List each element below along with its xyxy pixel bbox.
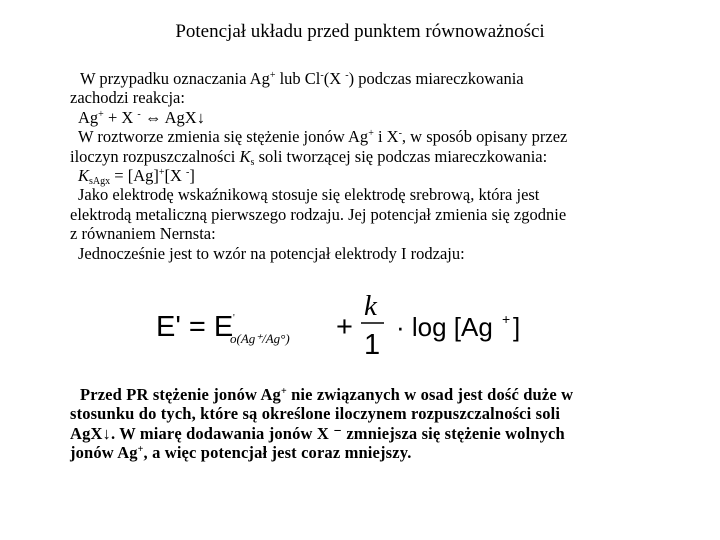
equilibrium-arrow-icon: ⇔ [140,107,165,127]
superscript-plus: + [269,70,276,81]
superscript-plus: + [368,128,374,140]
para4-line: Jednocześnie jest to wzór na potencjał elektrody I rodzaju: [78,243,465,263]
ks-subscript: s [250,156,255,168]
slide-title: Potencjał układu przed punktem równoważności [175,21,545,42]
intro-text: (X [323,69,346,88]
para2-text: i X [373,127,399,147]
slide-body [70,69,670,263]
superscript-minus: ⁻ [333,423,343,443]
reaction-text: Ag [78,107,99,127]
reaction-equation [70,108,670,127]
nernst-equation-svg [150,290,530,362]
para2-text: , w sposób opisany przez [401,127,568,147]
superscript-plus: + [158,167,165,179]
formula-plus: + [336,311,353,343]
para3-line-3: z równaniem Nernsta: [70,224,216,244]
superscript-plus: + [98,108,104,120]
superscript-minus: - [398,128,402,140]
formula-superscript: + [502,311,511,327]
conclusion-line-1 [70,385,670,404]
formula-close: ] [513,312,521,342]
formula-denominator: 1 [364,329,381,361]
ks-equation-text: = [Ag] [110,166,159,186]
superscript-minus: - [186,167,190,179]
ks-subscript: sAgx [89,176,111,188]
conclusion-line-3 [70,424,670,443]
para2-line-2 [70,147,670,166]
conclusion-text: jonów Ag [70,443,138,463]
ks-symbol: K [239,146,251,166]
ks-equation-text: ] [189,166,195,186]
precipitate-arrow-icon: ↓ [102,423,111,443]
nernst-equation [150,290,530,362]
formula-prime: ' [233,313,235,324]
conclusion-text: AgX [70,423,103,443]
reaction-text: + X [103,107,138,127]
para2-text: iloczyn rozpuszczalności [70,146,240,166]
para2-line-1 [70,127,670,146]
conclusion-text: nie związanych w osad jest dość duże w [286,385,574,404]
conclusion-paragraph [70,385,670,463]
precipitate-arrow-icon: ↓ [196,107,205,127]
para3-line-2: elektrodą metaliczną pierwszego rodzaju. Jej potencjał zmienia się zgodnie [70,204,567,224]
conclusion-text: zmniejsza się stężenie wolnych [342,423,565,443]
ks-equation-text: [X [164,166,187,186]
formula-numerator: k [364,290,377,322]
intro-line-1 [70,69,670,88]
superscript-plus: + [280,386,287,397]
para2-text: W roztworze zmienia się stężenie jonów Ag [78,127,369,147]
conclusion-line-2: stosunku do tych, które są określone iloczynem rozpuszczalności soli [70,404,561,424]
formula-lhs: E' = E [156,311,234,343]
formula-subscript: o(Ag⁺/Ag°) [230,331,290,346]
intro-text: W przypadku oznaczania Ag [80,69,270,88]
superscript-minus: - [345,70,349,81]
conclusion-text: . W miarę dodawania jonów X [110,423,334,443]
intro-text: lub Cl [275,69,321,88]
conclusion-text: , a więc potencjał jest coraz mniejszy. [143,443,412,463]
conclusion-text: Przed PR stężenie jonów Ag [80,385,281,404]
ks-equation [70,166,670,188]
reaction-text: AgX [164,107,197,127]
superscript-minus: - [320,70,324,81]
para3-line-1: Jako elektrodę wskaźnikową stosuje się elektrodę srebrową, która jest [78,185,540,205]
para2-text: soli tworzącej się podczas miareczkowania: [254,146,548,166]
formula-log: · log [Ag [396,312,493,342]
superscript-minus: - [137,108,141,120]
ks-symbol: K [78,166,90,186]
superscript-plus: + [137,444,144,456]
intro-text: ) podczas miareczkowania [348,69,524,88]
conclusion-line-4 [70,443,670,462]
intro-line-2: zachodzi reakcja: [70,88,185,108]
